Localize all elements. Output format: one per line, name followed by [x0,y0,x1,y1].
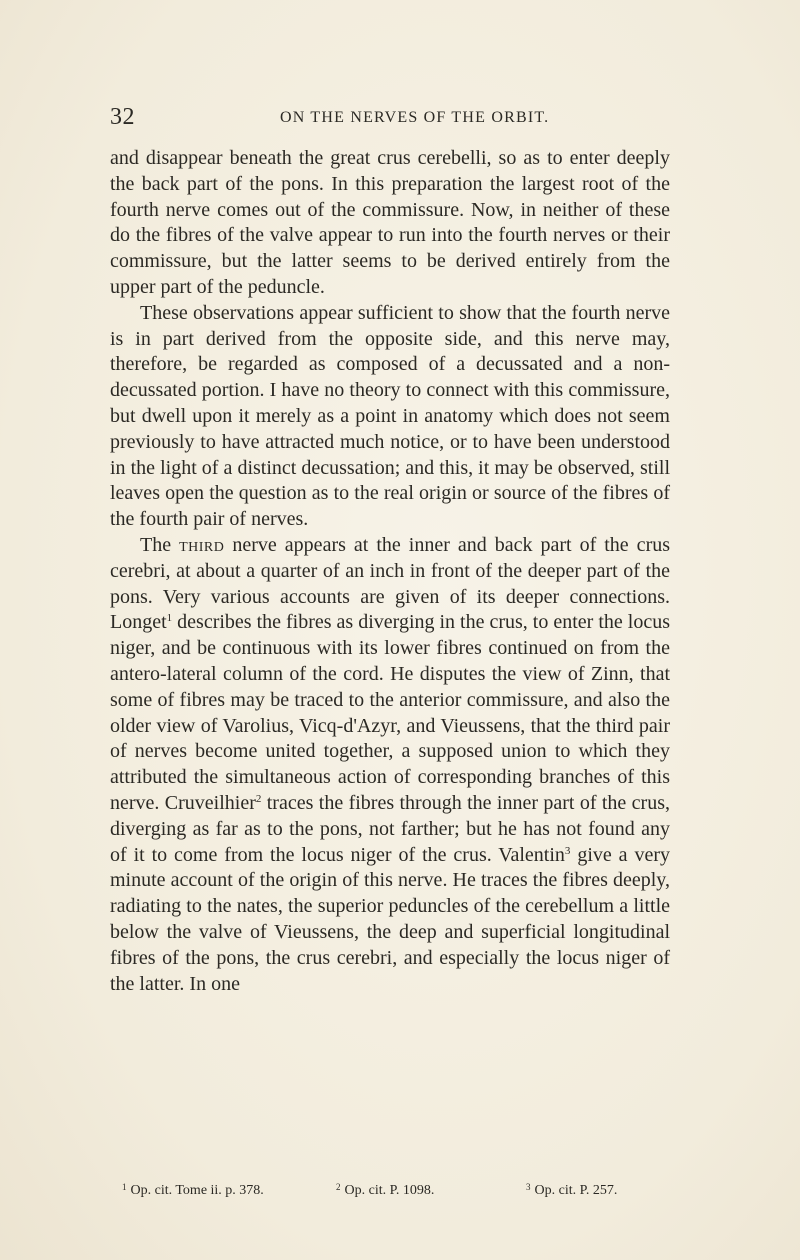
footnote-ref-3: 3 [564,844,571,857]
paragraph-3 [110,533,670,997]
footnote-mark-2: 2 [336,1182,341,1192]
footnote-3 [526,1183,617,1199]
footnote-1 [122,1183,264,1199]
footnote-text-3: Op. cit. P. 257. [534,1183,618,1198]
page-number: 32 [110,104,135,130]
paragraph-3-text-2: describes the fibres as diverging in the crus, to enter the locus niger, and be continuous with its lower fibres continued on from the antero-lateral column of the cord. He disputes the view of Zinn, that some of fibres may be traced to the anterior commissure, and also the older view of Varolius, Vicq-d'Azyr, and Vieussens, that the third pair of nerves become united together, a supposed union to which they attributed the simultaneous action of corresponding branches of this nerve. Cruveilhier [110,611,670,814]
footnote-text-1: Op. cit. Tome ii. p. 378. [130,1183,264,1198]
body-text [110,146,670,997]
paragraph-3-lead: The [140,533,180,556]
paragraph-3-text-3: traces the fibres through the inner part of the crus, diverging as far as to the pons, not farther; but he has not found any of it to come from the locus niger of the crus. Valentin [110,791,670,866]
running-head: ON THE NERVES OF THE ORBIT. [280,109,550,126]
page-header [110,104,670,134]
third-nerve-term: third [179,533,225,556]
paragraph-1: and disappear beneath the great crus cerebelli, so as to enter deeply the back part of the pons. In this preparation the largest root of the fourth nerve comes out of the commissure. Now, in neither of these do the fibres of the valve appear to run into the fourth nerves or their commissure, but the latter seems to be derived entirely from the upper part of the peduncle. [110,147,670,298]
footnote-2 [336,1183,434,1199]
paragraph-2: These observations appear sufficient to show that the fourth nerve is in part derived from the opposite side, and this nerve may, therefore, be regarded as composed of a decussated and a non-decussated portion. I have no theory to connect with this commissure, but dwell upon it merely as a point in anatomy which does not seem previously to have attracted much notice, or to have been understood in the light of a distinct decussation; and this, it may be observed, still leaves open the question as to the real origin or source of the fibres of the fourth pair of nerves. [110,301,670,531]
footnotes [122,1183,682,1203]
footnote-mark-1: 1 [122,1182,127,1192]
paragraph-3-text-1: nerve appears at the inner and back part of the crus cerebri, at about a quarter of an inch in front of the deeper part of the pons. Very various accounts are given of its deeper connections. Longet [110,533,671,634]
footnote-ref-1: 1 [166,612,173,625]
footnote-mark-3: 3 [526,1182,531,1192]
footnote-ref-2: 2 [255,792,262,805]
footnote-text-2: Op. cit. P. 1098. [344,1183,435,1198]
paragraph-3-text-4: give a very minute account of the origin of this nerve. He traces the fibres deeply, radiating to the nates, the superior peduncles of the cerebellum a little below the valve of Vieussens, the deep and superficial longitudinal fibres of the pons, the crus cerebri, and especially the locus niger of the latter. In one [110,843,670,995]
